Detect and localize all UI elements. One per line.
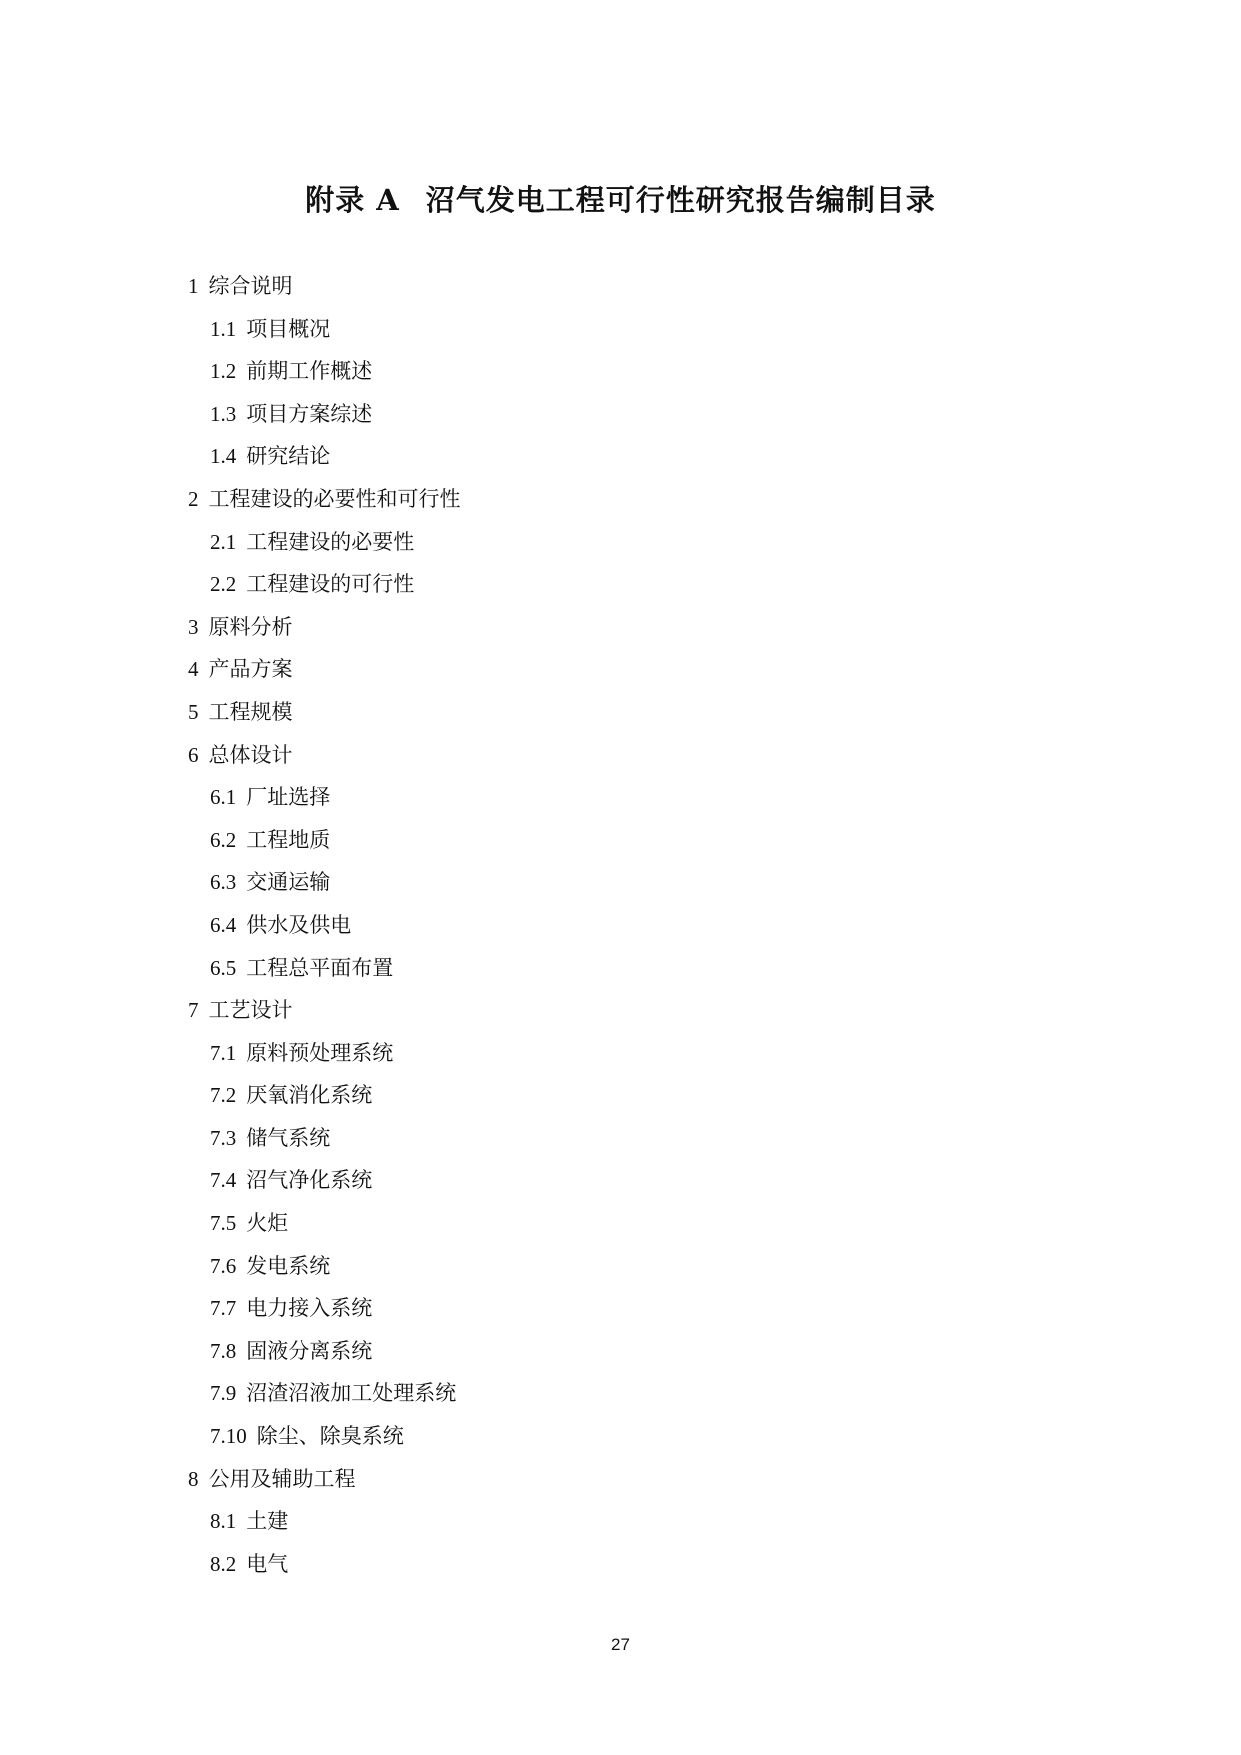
toc-entry: [188, 1330, 1088, 1373]
toc-entry: [188, 350, 1088, 393]
toc-entry-number: 7.5: [210, 1211, 237, 1236]
toc-entry: [188, 904, 1088, 947]
toc-entry-number: 4: [188, 657, 199, 682]
toc-entry: [188, 1245, 1088, 1288]
toc-entry-label: 工程总平面布置: [246, 955, 394, 980]
toc-entry: [188, 1500, 1088, 1543]
toc-entry-label: 公用及辅助工程: [208, 1466, 356, 1491]
toc-entry-number: 7: [188, 998, 199, 1023]
toc-entry-label: 工程建设的可行性: [246, 572, 415, 597]
toc-entry-label: 沼气净化系统: [246, 1168, 373, 1193]
toc-entry-label: 工程建设的必要性: [246, 529, 415, 554]
toc-entry-number: 3: [188, 614, 199, 639]
toc-entry-number: 6.1: [210, 785, 237, 810]
toc-entry-number: 7.7: [210, 1296, 237, 1321]
toc-entry-label: 厂址选择: [246, 785, 331, 810]
toc-entry: [188, 1372, 1088, 1415]
toc-entry-number: 6: [188, 742, 199, 767]
toc-entry-label: 交通运输: [246, 870, 331, 895]
toc-entry-number: 7.3: [210, 1125, 237, 1150]
toc-entry: [188, 1159, 1088, 1202]
toc-entry: [188, 776, 1088, 819]
toc-entry: [188, 819, 1088, 862]
toc-entry-number: 6.4: [210, 912, 237, 937]
toc-entry-number: 8.1: [210, 1509, 237, 1534]
toc-entry-number: 7.2: [210, 1083, 237, 1108]
toc-entry-label: 除尘、除臭系统: [256, 1424, 404, 1449]
toc-entry-label: 发电系统: [246, 1253, 331, 1278]
toc-entry-label: 原料预处理系统: [246, 1040, 394, 1065]
toc-entry-label: 厌氧消化系统: [246, 1083, 373, 1108]
toc-entry-label: 工艺设计: [208, 998, 293, 1023]
toc-entry: [188, 308, 1088, 351]
toc-entry-number: 7.4: [210, 1168, 237, 1193]
toc-entry-label: 研究结论: [246, 444, 331, 469]
toc-entry-label: 供水及供电: [246, 912, 352, 937]
toc-entry-number: 6.2: [210, 827, 237, 852]
toc-entry-label: 项目概况: [246, 316, 331, 341]
appendix-title: 沼气发电工程可行性研究报告编制目录: [425, 183, 936, 217]
toc-entry-number: 2.2: [210, 572, 237, 597]
toc-entry: [188, 1032, 1088, 1075]
toc-entry-number: 1.1: [210, 316, 237, 341]
toc-entry: [188, 861, 1088, 904]
toc-entry: [188, 1287, 1088, 1330]
toc-entry-number: 6.5: [210, 955, 237, 980]
toc-entry-label: 工程地质: [246, 827, 331, 852]
toc-entry: [188, 265, 1088, 308]
toc-entry: [188, 606, 1088, 649]
toc-entry-label: 产品方案: [208, 657, 293, 682]
toc-entry: [188, 563, 1088, 606]
toc-entry-label: 电力接入系统: [246, 1296, 373, 1321]
toc-entry-label: 固液分离系统: [246, 1338, 373, 1363]
toc-entry: [188, 1117, 1088, 1160]
toc-entry-number: 7.9: [210, 1381, 237, 1406]
toc-entry-number: 5: [188, 699, 199, 724]
table-of-contents: [188, 265, 1088, 1585]
toc-entry-label: 工程建设的必要性和可行性: [208, 486, 461, 511]
toc-entry: [188, 947, 1088, 990]
toc-entry-number: 2.1: [210, 529, 237, 554]
toc-entry-number: 1.4: [210, 444, 237, 469]
toc-entry: [188, 1458, 1088, 1501]
toc-entry-number: 1.3: [210, 401, 237, 426]
toc-entry: [188, 1202, 1088, 1245]
toc-entry-number: 6.3: [210, 870, 237, 895]
toc-entry-number: 7.10: [210, 1424, 247, 1449]
toc-entry: [188, 648, 1088, 691]
toc-entry-label: 火炬: [246, 1211, 289, 1236]
toc-entry-number: 7.1: [210, 1040, 237, 1065]
toc-entry: [188, 393, 1088, 436]
toc-entry-label: 储气系统: [246, 1125, 331, 1150]
toc-entry: [188, 734, 1088, 777]
toc-entry-number: 1.2: [210, 359, 237, 384]
toc-entry-number: 1: [188, 274, 199, 298]
toc-entry-number: 7.6: [210, 1253, 237, 1278]
toc-entry: [188, 1415, 1088, 1458]
toc-entry-label: 综合说明: [208, 274, 293, 298]
toc-entry-number: 8.2: [210, 1551, 237, 1576]
toc-entry-number: 7.8: [210, 1338, 237, 1363]
toc-entry-label: 电气: [246, 1551, 289, 1576]
toc-entry-label: 总体设计: [208, 742, 293, 767]
toc-entry-label: 土建: [246, 1509, 289, 1534]
toc-entry-number: 2: [188, 486, 199, 511]
toc-entry: [188, 1074, 1088, 1117]
toc-entry: [188, 521, 1088, 564]
toc-entry: [188, 691, 1088, 734]
toc-entry: [188, 478, 1088, 521]
toc-entry: [188, 1543, 1088, 1586]
page-number: 27: [611, 1635, 630, 1654]
toc-entry-label: 前期工作概述: [246, 359, 373, 384]
toc-entry: [188, 989, 1088, 1032]
toc-entry-number: 8: [188, 1466, 199, 1491]
toc-entry-label: 原料分析: [208, 614, 293, 639]
toc-entry-label: 项目方案综述: [246, 401, 373, 426]
appendix-label: 附录 A: [305, 183, 400, 217]
toc-entry-label: 工程规模: [208, 699, 293, 724]
toc-entry-label: 沼渣沼液加工处理系统: [246, 1381, 457, 1406]
toc-entry: [188, 435, 1088, 478]
page-title: [0, 178, 1241, 219]
